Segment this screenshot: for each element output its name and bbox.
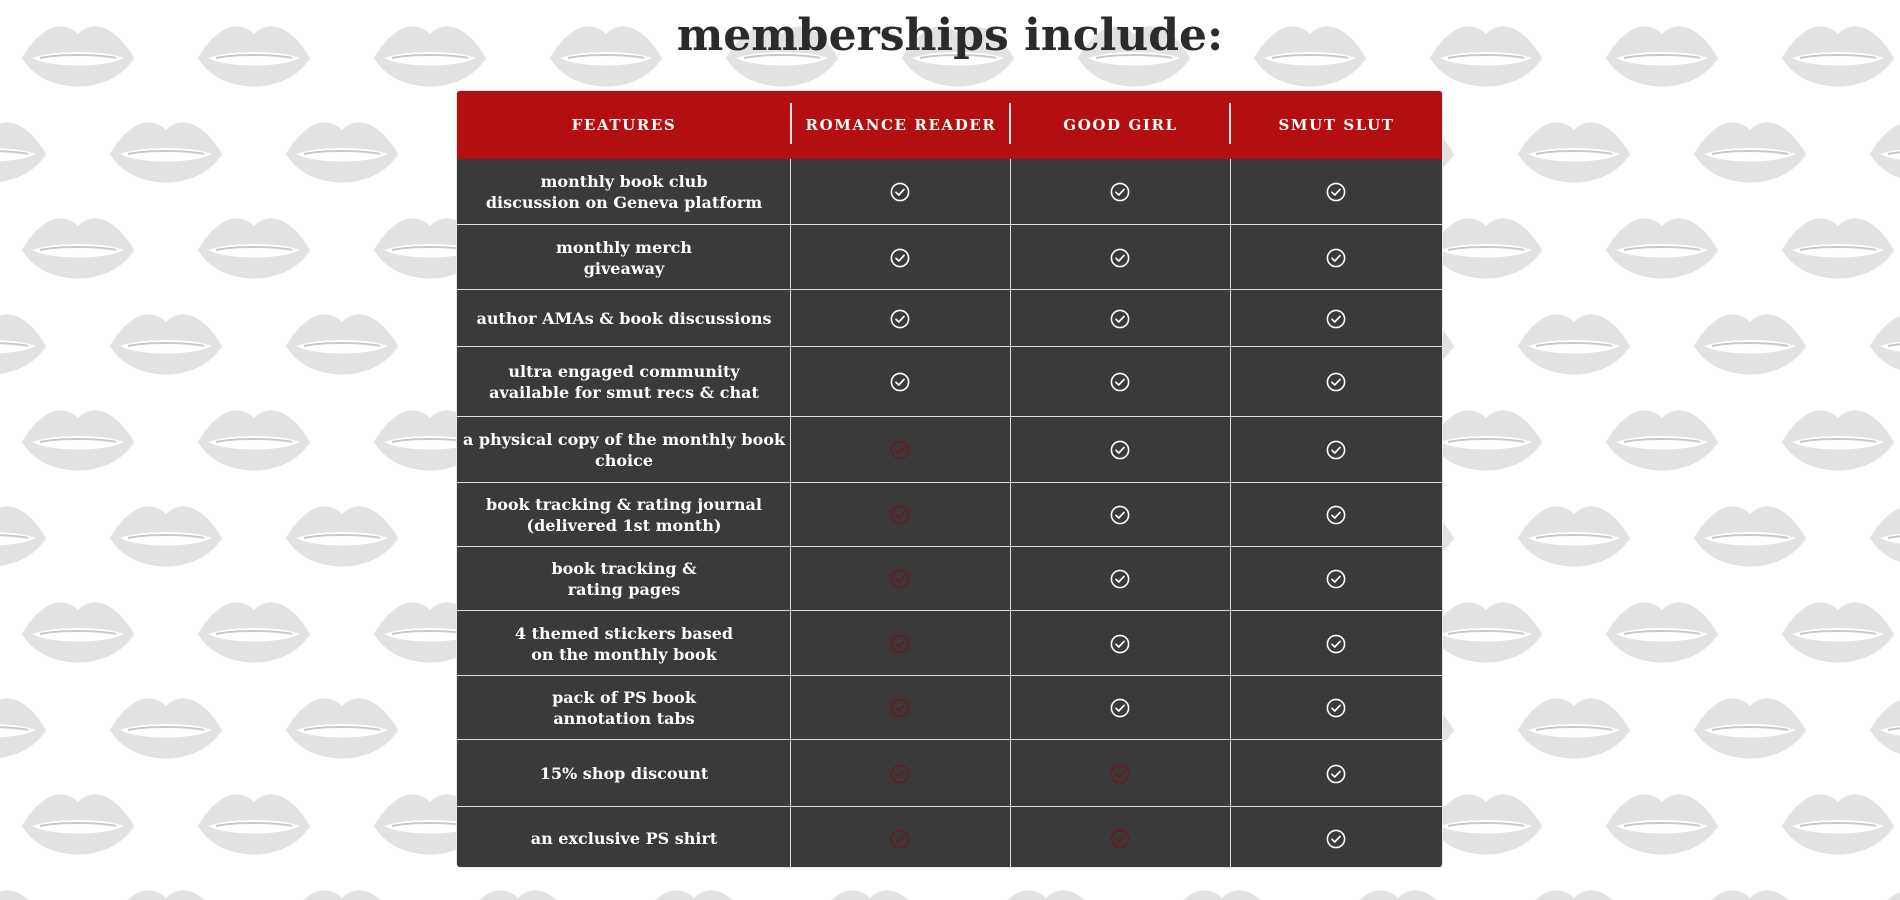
check-circle-icon-romance-reader — [890, 182, 910, 202]
check-circle-icon-good-girl — [1110, 182, 1130, 202]
lips-icon — [1606, 602, 1718, 662]
check-circle-icon-smut-slut — [1326, 505, 1346, 525]
check-circle-icon-smut-slut — [1326, 829, 1346, 849]
lips-icon — [1870, 890, 1900, 900]
lips-icon — [0, 314, 46, 374]
feature-label: pack of PS book annotation tabs — [552, 688, 696, 728]
lips-icon — [638, 890, 750, 900]
feature-label: ultra engaged community available for smut recs & chat — [489, 362, 759, 402]
lips-icon — [1870, 698, 1900, 758]
check-circle-excluded-icon-romance-reader — [890, 829, 910, 849]
lips-icon — [814, 890, 926, 900]
lips-icon — [0, 506, 46, 566]
lips-icon — [110, 698, 222, 758]
lips-icon — [286, 314, 398, 374]
feature-label: author AMAs & book discussions — [476, 309, 772, 328]
feature-label: monthly merch giveaway — [555, 237, 693, 278]
check-circle-icon-smut-slut — [1326, 698, 1346, 718]
lips-icon — [1870, 506, 1900, 566]
lips-icon — [286, 122, 398, 182]
column-header-features: FEATURES — [571, 116, 677, 134]
lips-icon — [110, 122, 222, 182]
lips-icon — [286, 506, 398, 566]
lips-icon — [462, 890, 574, 900]
check-circle-icon-good-girl — [1110, 440, 1130, 460]
check-circle-icon-romance-reader — [890, 372, 910, 392]
table-row — [457, 225, 1442, 290]
check-circle-icon-good-girl — [1110, 372, 1130, 392]
check-circle-icon-smut-slut — [1326, 440, 1346, 460]
table-row — [457, 417, 1442, 483]
check-circle-excluded-icon-romance-reader — [890, 569, 910, 589]
lips-icon — [1518, 698, 1630, 758]
table-row — [457, 290, 1442, 347]
column-header-smut-slut: SMUT SLUT — [1278, 116, 1395, 134]
lips-icon — [1166, 890, 1278, 900]
lips-icon — [1782, 602, 1894, 662]
lips-icon — [1694, 698, 1806, 758]
column-header-good-girl: GOOD GIRL — [1063, 116, 1178, 134]
check-circle-icon-good-girl — [1110, 505, 1130, 525]
lips-icon — [1430, 410, 1542, 470]
feature-label: 15% shop discount — [539, 764, 709, 783]
lips-icon — [1430, 794, 1542, 854]
lips-icon — [286, 698, 398, 758]
lips-icon — [22, 794, 134, 854]
check-circle-icon-romance-reader — [890, 309, 910, 329]
lips-icon — [22, 602, 134, 662]
lips-icon — [22, 410, 134, 470]
check-circle-excluded-icon-good-girl — [1110, 829, 1130, 849]
table-row — [457, 676, 1442, 740]
lips-icon — [1518, 314, 1630, 374]
lips-icon — [1342, 890, 1454, 900]
lips-icon — [110, 890, 222, 900]
lips-icon — [22, 218, 134, 278]
feature-label: a physical copy of the monthly book choice — [462, 430, 786, 470]
table-row — [457, 547, 1442, 611]
check-circle-excluded-icon-romance-reader — [890, 764, 910, 784]
lips-icon — [1518, 506, 1630, 566]
check-circle-excluded-icon-romance-reader — [890, 634, 910, 654]
lips-icon — [1870, 122, 1900, 182]
lips-icon — [990, 890, 1102, 900]
check-circle-icon-smut-slut — [1326, 372, 1346, 392]
table-row — [457, 159, 1442, 225]
check-circle-icon-smut-slut — [1326, 309, 1346, 329]
feature-label: book tracking & rating journal (delivered 1st month) — [486, 495, 762, 535]
lips-icon — [1430, 602, 1542, 662]
check-circle-icon-good-girl — [1110, 698, 1130, 718]
lips-icon — [286, 890, 398, 900]
lips-icon — [1518, 122, 1630, 182]
check-circle-excluded-icon-good-girl — [1110, 764, 1130, 784]
table-header-row — [457, 91, 1442, 159]
check-circle-icon-smut-slut — [1326, 182, 1346, 202]
check-circle-icon-smut-slut — [1326, 764, 1346, 784]
lips-icon — [1694, 122, 1806, 182]
lips-icon — [1606, 794, 1718, 854]
lips-icon — [110, 506, 222, 566]
lips-icon — [1606, 410, 1718, 470]
check-circle-icon-smut-slut — [1326, 569, 1346, 589]
lips-icon — [0, 122, 46, 182]
lips-icon — [1694, 314, 1806, 374]
page-title: memberships include: — [676, 10, 1224, 61]
check-circle-excluded-icon-romance-reader — [890, 698, 910, 718]
lips-icon — [198, 602, 310, 662]
lips-icon — [1518, 890, 1630, 900]
check-circle-icon-smut-slut — [1326, 248, 1346, 268]
lips-icon — [198, 218, 310, 278]
lips-icon — [1694, 506, 1806, 566]
check-circle-icon-romance-reader — [890, 248, 910, 268]
lips-icon — [198, 794, 310, 854]
check-circle-icon-good-girl — [1110, 248, 1130, 268]
lips-icon — [110, 314, 222, 374]
feature-label: 4 themed stickers based on the monthly book — [514, 623, 734, 664]
feature-label: monthly book club discussion on Geneva platform — [485, 172, 763, 212]
lips-icon — [1430, 218, 1542, 278]
check-circle-excluded-icon-romance-reader — [890, 505, 910, 525]
feature-label: book tracking & rating pages — [551, 559, 697, 599]
lips-icon — [1870, 314, 1900, 374]
lips-icon — [1606, 218, 1718, 278]
lips-icon — [1782, 794, 1894, 854]
lips-icon — [0, 890, 46, 900]
lips-icon — [198, 410, 310, 470]
table-row — [457, 483, 1442, 547]
feature-label: an exclusive PS shirt — [530, 829, 718, 848]
column-header-romance-reader: ROMANCE READER — [805, 116, 997, 134]
check-circle-excluded-icon-romance-reader — [890, 440, 910, 460]
lips-icon — [1782, 410, 1894, 470]
membership-comparison-table — [457, 91, 1442, 867]
table-row — [457, 807, 1442, 867]
check-circle-icon-good-girl — [1110, 634, 1130, 654]
check-circle-icon-smut-slut — [1326, 634, 1346, 654]
table-row — [457, 347, 1442, 417]
table-row — [457, 740, 1442, 807]
lips-icon — [1694, 890, 1806, 900]
table-row — [457, 611, 1442, 676]
check-circle-icon-good-girl — [1110, 309, 1130, 329]
lips-icon — [1782, 218, 1894, 278]
lips-icon — [0, 698, 46, 758]
check-circle-icon-good-girl — [1110, 569, 1130, 589]
